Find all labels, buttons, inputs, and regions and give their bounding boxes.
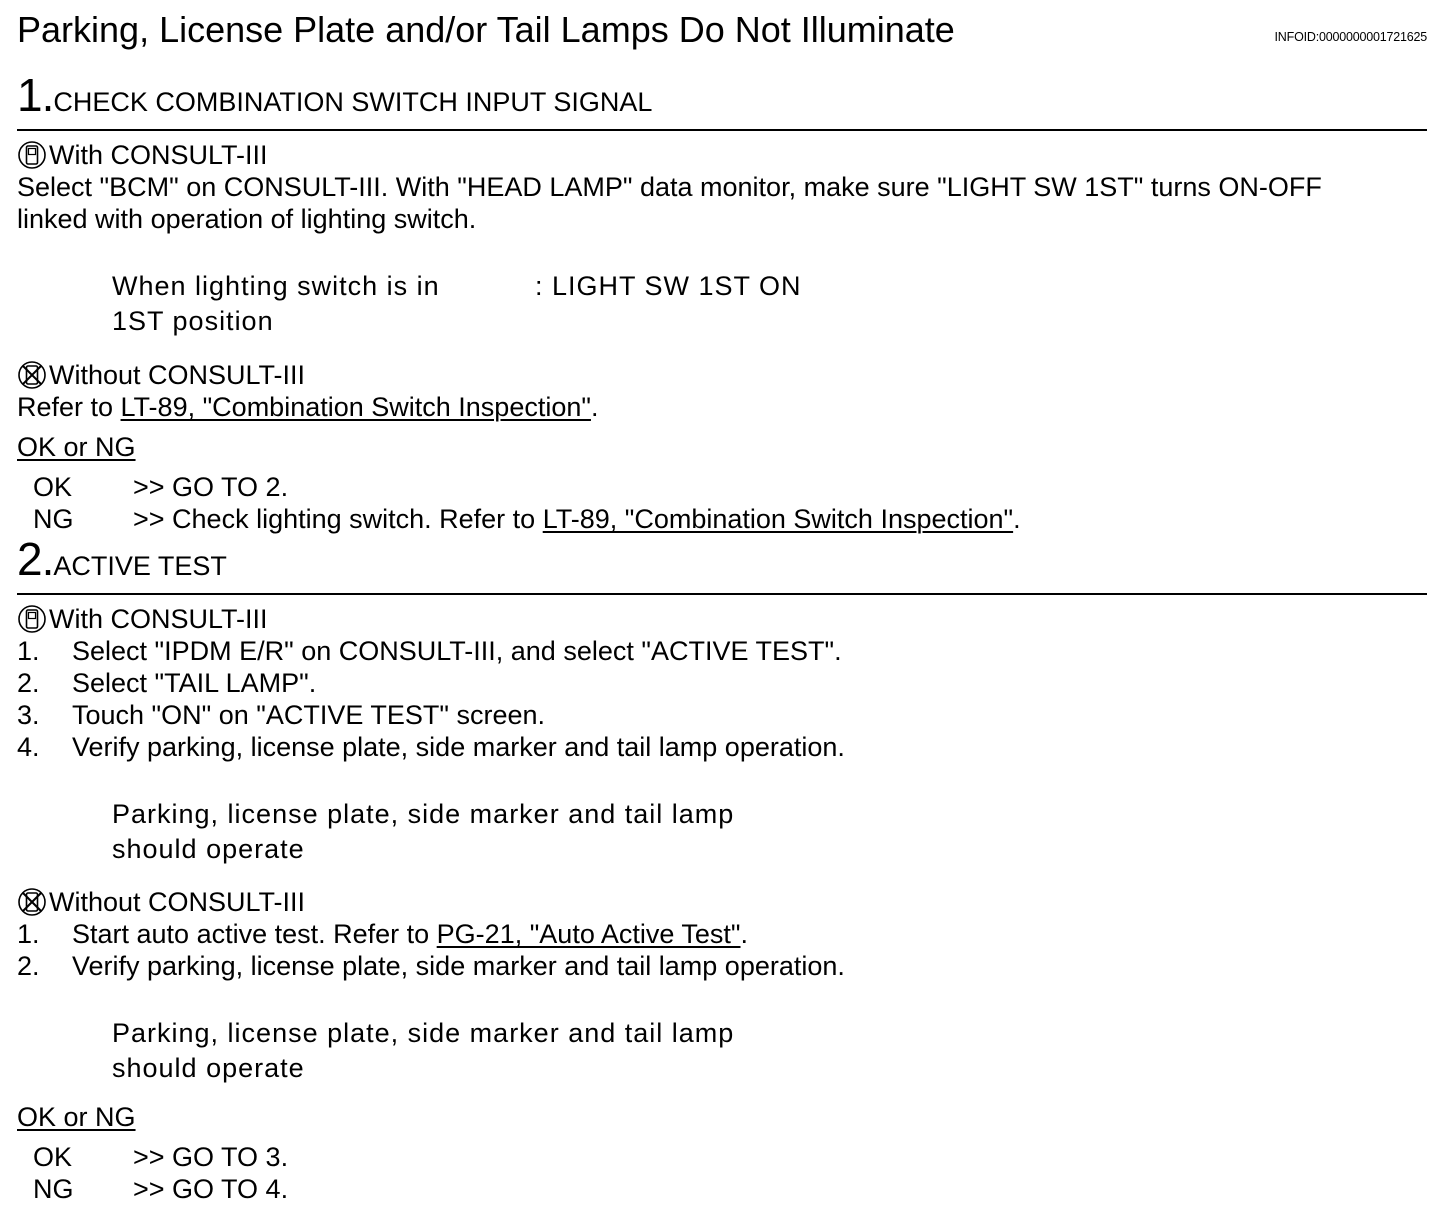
expected-result-line-1: Parking, license plate, side marker and tail lamp [112, 799, 735, 829]
expected-result-line-2: should operate [112, 1053, 305, 1083]
without-consult-label: Without CONSULT-III [49, 360, 306, 390]
list-item-number: 2. [17, 951, 40, 981]
step-2-ng-code: NG [33, 1174, 74, 1204]
refer-prefix: Refer to [17, 392, 121, 422]
step-2-ok-or-ng: OK or NG [17, 1102, 136, 1132]
list-item-number: 3. [17, 700, 40, 730]
step-2-without-consult [17, 886, 305, 918]
step-1-ng-action [133, 503, 1021, 535]
condition-label-line-2: 1ST position [112, 306, 274, 336]
list-item-number: 1. [17, 636, 40, 666]
step-2-divider [17, 593, 1427, 595]
ng-prefix: >> Check lighting switch. Refer to [133, 504, 543, 534]
step-2-ok-action: >> GO TO 3. [133, 1142, 289, 1172]
expected-result-line-2: should operate [112, 834, 305, 864]
list-item-number: 2. [17, 668, 40, 698]
step-2-title: ACTIVE TEST [53, 551, 227, 581]
list-item-text: Touch "ON" on "ACTIVE TEST" screen. [72, 700, 546, 730]
lt-89-link[interactable]: LT-89, "Combination Switch Inspection" [120, 392, 591, 422]
step-1-number: 1. [17, 69, 54, 121]
auto-test-prefix: Start auto active test. Refer to [72, 919, 437, 949]
step-1-without-consult [17, 359, 305, 391]
list-item-number: 4. [17, 732, 40, 762]
step-1-title: CHECK COMBINATION SWITCH INPUT SIGNAL [53, 87, 653, 117]
ng-suffix: . [1013, 504, 1021, 534]
list-item-text: Verify parking, license plate, side marker and tail lamp operation. [72, 732, 845, 762]
list-item-text: Select "IPDM E/R" on CONSULT-III, and select "ACTIVE TEST". [72, 636, 842, 666]
step-1-refer-line [17, 391, 598, 423]
lt-89-link-ng[interactable]: LT-89, "Combination Switch Inspection" [542, 504, 1014, 534]
step-1-instruction-line-2: linked with operation of lighting switch. [17, 204, 477, 234]
list-item-text: Verify parking, license plate, side marker and tail lamp operation. [72, 951, 845, 981]
step-1-ok-or-ng: OK or NG [17, 432, 136, 462]
step-1-ok-code: OK [33, 472, 73, 502]
step-2-number: 2. [17, 533, 54, 585]
with-consult-label: With CONSULT-III [49, 604, 268, 634]
step-2-ok-code: OK [33, 1142, 73, 1172]
pg-21-link[interactable]: PG-21, "Auto Active Test" [436, 919, 741, 949]
consult-device-icon [17, 140, 47, 170]
auto-test-suffix: . [740, 919, 749, 949]
step-1-ok-action: >> GO TO 2. [133, 472, 289, 502]
no-consult-icon [17, 360, 47, 390]
page-title: Parking, License Plate and/or Tail Lamps Do Not Illuminate [17, 9, 955, 50]
refer-suffix: . [590, 392, 599, 422]
condition-label-line-1: When lighting switch is in [112, 271, 440, 301]
step-1-ng-code: NG [33, 504, 74, 534]
consult-device-icon [17, 604, 47, 634]
step-2-ng-action: >> GO TO 4. [133, 1174, 289, 1204]
step-1-heading [17, 69, 653, 121]
info-id: INFOID:0000000001721625 [1274, 30, 1427, 44]
step-1-instruction-line-1: Select "BCM" on CONSULT-III. With "HEAD LAMP" data monitor, make sure "LIGHT SW 1ST" turns ON-OFF [17, 172, 1322, 202]
step-2-heading [17, 533, 227, 585]
expected-result-line-1: Parking, license plate, side marker and tail lamp [112, 1018, 735, 1048]
no-consult-icon [17, 887, 47, 917]
without-consult-label: Without CONSULT-III [49, 887, 306, 917]
step-2-with-consult [17, 603, 268, 635]
list-item-text [72, 918, 748, 950]
list-item-text: Select "TAIL LAMP". [72, 668, 317, 698]
list-item-number: 1. [17, 919, 40, 949]
with-consult-label: With CONSULT-III [49, 140, 268, 170]
step-1-divider [17, 129, 1427, 131]
condition-value: : LIGHT SW 1ST ON [535, 271, 802, 301]
step-1-with-consult [17, 139, 268, 171]
